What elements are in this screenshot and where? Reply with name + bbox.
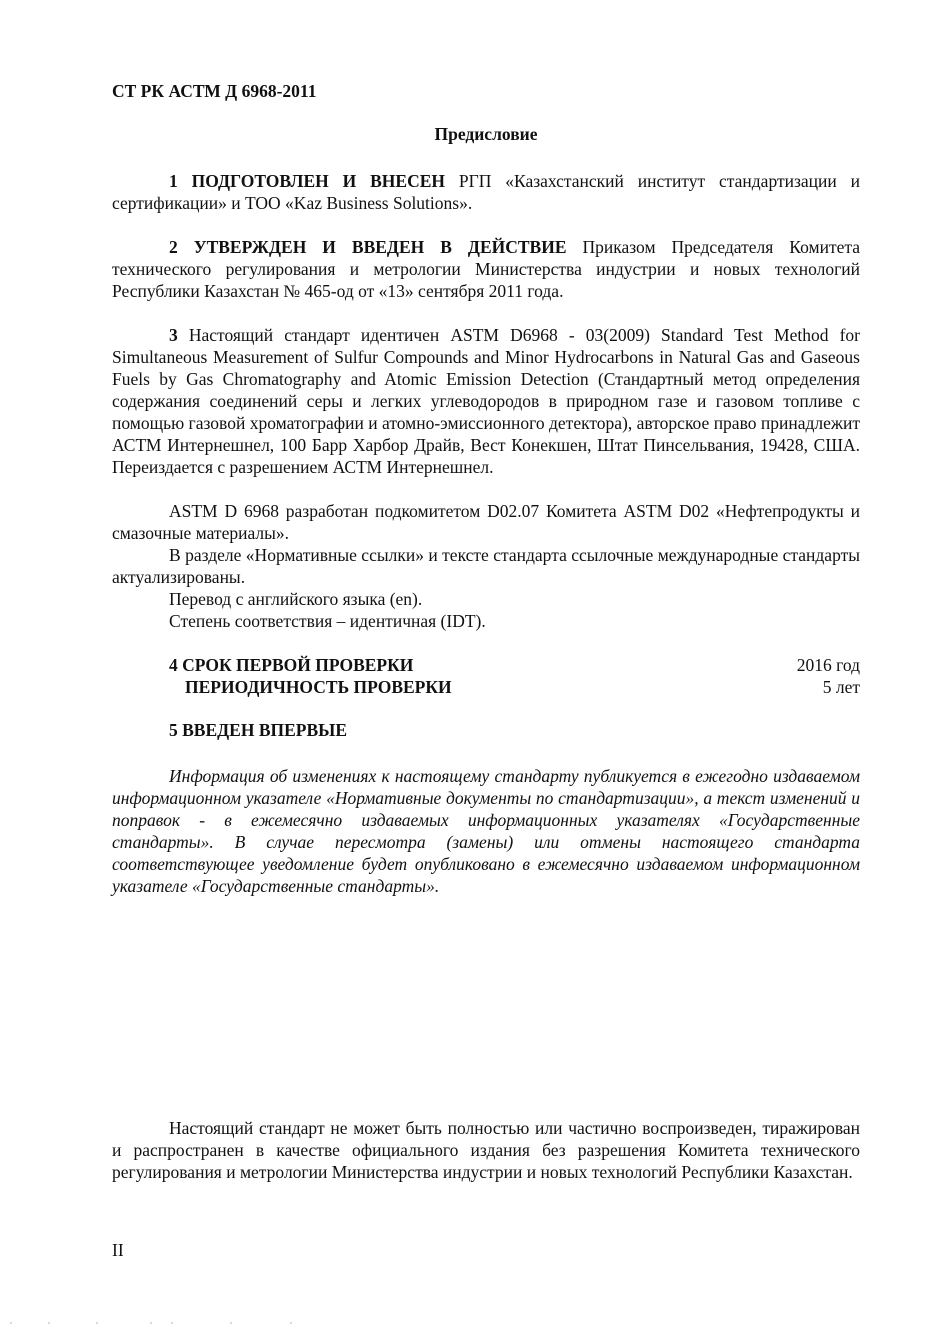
first-check-label: 4 СРОК ПЕРВОЙ ПРОВЕРКИ	[169, 655, 414, 675]
section-3-astm-subcommittee: ASTM D 6968 разработан подкомитетом D02.07 Комитета ASTM D02 «Нефтепродукты и смазочные материалы».	[112, 501, 860, 543]
scan-noise	[0, 1322, 950, 1328]
page-number: II	[112, 1240, 124, 1260]
changes-notice: Информация об изменениях к настоящему стандарту публикуется в ежегодно издаваемом информационном указателе «Нормативные документы по стандартизации», а текст изменений и поправок - в ежемесячно издаваемых информационных указателях «Государственные стандарты». В случае пересмотра (замены) или отмены настоящего стандарта соответствующее уведомление будет опубликовано в ежемесячно издаваемом информационном указателе «Государственные стандарты».	[112, 766, 860, 896]
section-3-translation: Перевод с английского языка (en).	[169, 589, 423, 609]
first-check-value: 2016 год	[796, 655, 860, 675]
section-3-paragraph	[112, 324, 860, 478]
periodicity-value: 5 лет	[822, 677, 860, 697]
section-2-paragraph	[112, 236, 860, 302]
section-3-compliance: Степень соответствия – идентичная (IDT).	[169, 611, 486, 631]
section-4-first-check-row	[169, 654, 860, 676]
section-1-paragraph	[112, 170, 860, 214]
section-1-text: РГП «Казахстанский институт стандартизации и сертификации» и ТОО «Kaz Business Solutions».	[112, 171, 860, 213]
section-4-periodicity-row	[169, 676, 860, 698]
periodicity-label: ПЕРИОДИЧНОСТЬ ПРОВЕРКИ	[185, 677, 452, 697]
section-1-lead: 1 ПОДГОТОВЛЕН И ВНЕСЕН	[169, 171, 445, 191]
document-code: СТ РК АСТМ Д 6968-2011	[112, 81, 317, 101]
section-3-text: Настоящий стандарт идентичен ASTM D6968 - 03(2009) Standard Test Method for Simultaneous Measurement of Sulfur Compounds and Minor Hydrocarbons in Natural Gas and Gaseous Fuels by Gas Chromatography and Atomic Emission Detection (Стандартный метод определения содержания соединений серы и легких углеводородов в природном газе и газовом топливе с помощью газовой хроматографии и атомно-эмиссионного детектора), авторское право принадлежит АСТМ Интернешнел, 100 Барр Харбор Драйв, Вест Конекшен, Штат Пинсельвания, 19428, США. Переиздается с разрешением АСТМ Интернешнел.	[112, 325, 860, 477]
copyright-notice: Настоящий стандарт не может быть полностью или частично воспроизведен, тиражирован и распространен в качестве официального издания без разрешения Комитета технического регулирования и метрологии Министерства индустрии и новых технологий Республики Казахстан.	[112, 1118, 860, 1182]
page-heading: Предисловие	[434, 124, 538, 144]
section-5-label: 5 ВВЕДЕН ВПЕРВЫЕ	[169, 720, 348, 740]
section-3-normative-refs: В разделе «Нормативные ссылки» и тексте стандарта ссылочные международные стандарты актуализированы.	[112, 545, 860, 587]
section-2-lead: 2 УТВЕРЖДЕН И ВВЕДЕН В ДЕЙСТВИЕ	[169, 237, 567, 257]
section-3-lead: 3	[169, 325, 178, 345]
section-2-text: Приказом Председателя Комитета технического регулирования и метрологии Министерства индустрии и новых технологий Республики Казахстан № 465-од от «13» сентября 2011 года.	[112, 237, 860, 301]
